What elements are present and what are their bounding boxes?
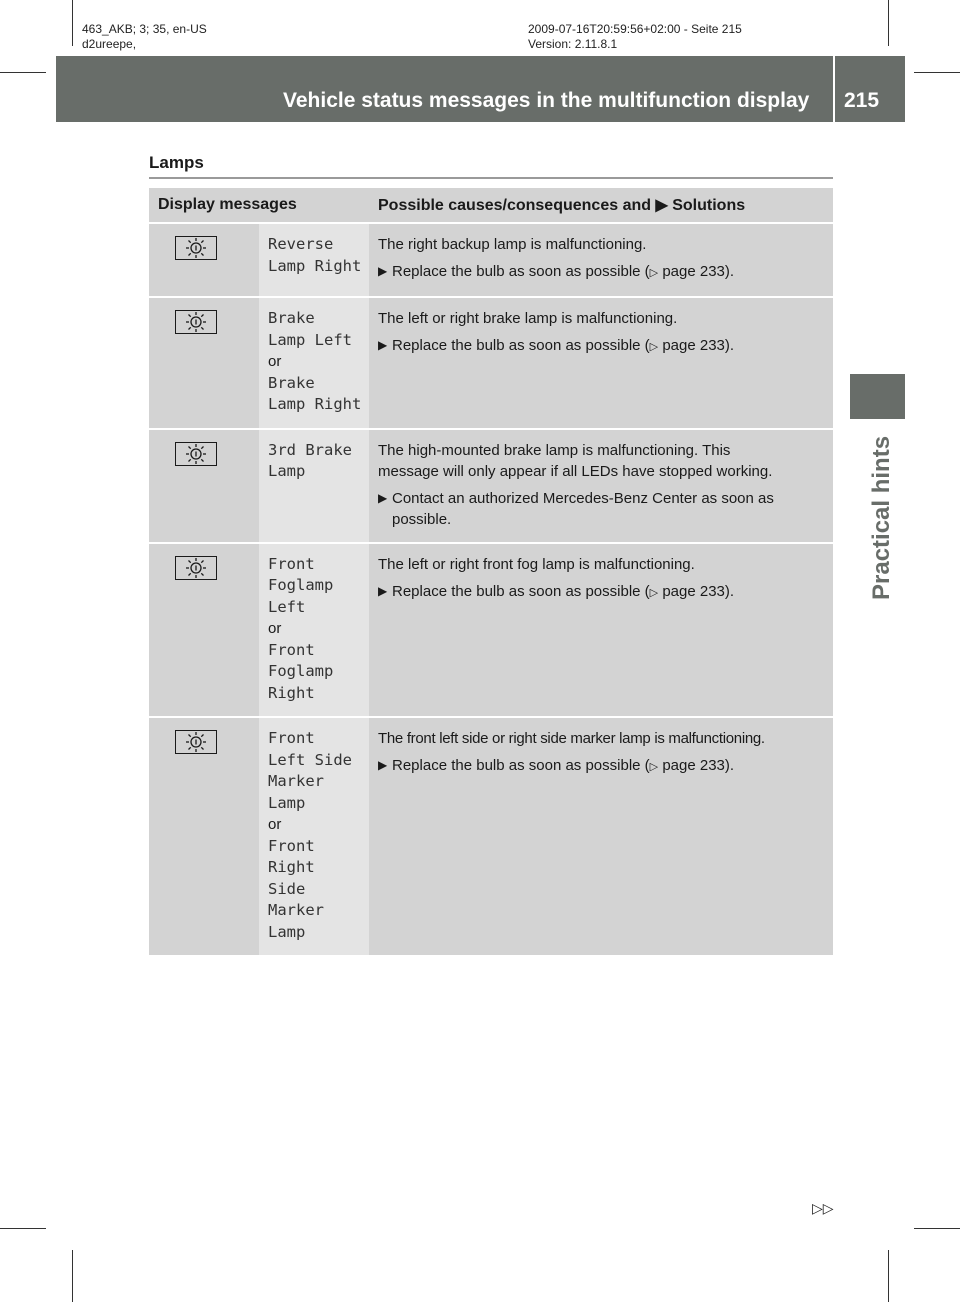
arrow-icon: ▶ [378, 338, 388, 352]
crop-mark [72, 0, 73, 46]
message-line: Lamp [268, 462, 306, 480]
message-line: Reverse [268, 235, 334, 253]
arrow-icon: ▶ [378, 583, 388, 598]
meta-line: 2009-07-16T20:59:56+02:00 - Seite 215 [528, 22, 742, 36]
page-ref-icon: ▷ [649, 761, 659, 773]
message-cell [259, 717, 369, 955]
message-line: Brake [268, 309, 315, 327]
page-ref-icon: ▷ [649, 341, 659, 353]
solution-text: Replace the bulb as soon as possible ( [392, 337, 650, 354]
cause-text: The right backup lamp is malfunctioning. [378, 236, 647, 253]
message-cell [259, 297, 369, 429]
message-line: Side [268, 879, 306, 898]
cause-text: message will only appear if all LEDs have stopped working. [378, 462, 773, 480]
message-cell [259, 429, 369, 543]
meta-line: d2ureepe, [82, 37, 137, 51]
solution-text: Replace the bulb as soon as possible ( [392, 582, 650, 600]
meta-line: Version: 2.11.8.1 [528, 37, 618, 51]
lamp-icon [175, 442, 217, 466]
crop-mark [0, 1228, 46, 1229]
icon-cell [149, 223, 259, 297]
table-row [149, 717, 833, 955]
table-header-row [149, 188, 833, 223]
solution-text: possible. [392, 510, 452, 528]
crop-mark [888, 1250, 889, 1302]
lamp-icon [175, 730, 217, 754]
message-line: Right [268, 858, 315, 876]
solution-cell [369, 223, 833, 297]
message-cell [259, 543, 369, 718]
lamp-icon [175, 556, 217, 580]
side-tab-block [850, 374, 905, 419]
solution-step [378, 261, 829, 284]
header-causes-label: Possible causes/consequences and [378, 197, 652, 214]
messages-table [149, 188, 833, 955]
message-line: Front [268, 640, 315, 659]
page-ref: page 233). [662, 263, 735, 280]
side-tab-label: Practical hints [868, 435, 895, 600]
page-ref-icon: ▷ [649, 586, 659, 599]
arrow-icon: ▶ [378, 490, 388, 505]
solution-cell [369, 297, 833, 429]
arrow-icon: ▶ [378, 264, 388, 278]
section-rule [149, 177, 833, 179]
or-label: or [268, 620, 282, 637]
message-line: Left Side [268, 750, 352, 769]
table-row [149, 297, 833, 429]
crop-mark [72, 1250, 73, 1302]
page-ref: page 233). [662, 757, 735, 774]
cause-text: The left or right front fog lamp is malfunctioning. [378, 555, 695, 573]
lamp-icon [175, 310, 217, 334]
arrow-icon: ▶ [378, 758, 388, 772]
message-line: Left [268, 597, 306, 616]
solution-text: Contact an authorized Mercedes-Benz Center as soon as [392, 489, 774, 507]
solution-step [378, 488, 829, 530]
solution-cell [369, 717, 833, 955]
icon-cell [149, 297, 259, 429]
message-line: Lamp [268, 922, 306, 941]
message-line: Lamp [268, 793, 306, 812]
cause-text: The high-mounted brake lamp is malfunctioning. This [378, 441, 731, 459]
lamp-icon [175, 236, 217, 260]
icon-cell [149, 543, 259, 718]
message-line: Front [268, 554, 315, 573]
message-cell [259, 223, 369, 297]
crop-mark [888, 0, 889, 46]
table-row [149, 429, 833, 543]
page-ref-icon: ▷ [649, 267, 659, 279]
crop-mark [914, 1228, 960, 1229]
solution-text: Replace the bulb as soon as possible ( [392, 263, 650, 280]
solution-cell [369, 543, 833, 718]
or-label: or [268, 353, 282, 370]
solution-cell [369, 429, 833, 543]
page-number: 215 [844, 89, 880, 112]
icon-cell [149, 429, 259, 543]
message-line: Marker [268, 772, 324, 790]
message-line: Front [268, 836, 315, 855]
header-solutions-label: Solutions [672, 197, 746, 214]
print-meta-left [82, 22, 207, 52]
message-line: Front [268, 729, 315, 747]
solution-text: Replace the bulb as soon as possible ( [392, 757, 650, 774]
header-display-messages: Display messages [149, 188, 369, 223]
table-row [149, 223, 833, 297]
solution-step [378, 335, 829, 358]
header-causes [369, 188, 833, 223]
message-line: Foglamp [268, 662, 334, 680]
solution-step [378, 581, 829, 604]
continue-marker: ▷▷ [812, 1200, 834, 1216]
solution-step [378, 755, 829, 778]
message-line: Lamp Left [268, 330, 352, 349]
cause-text: The left or right brake lamp is malfunctioning. [378, 310, 678, 327]
page-title: Vehicle status messages in the multifunction display [283, 89, 810, 112]
crop-mark [914, 72, 960, 73]
header-divider [833, 56, 835, 122]
icon-cell [149, 717, 259, 955]
or-label: or [268, 816, 282, 833]
page-ref: page 233). [662, 337, 735, 354]
arrow-icon: ▶ [655, 197, 668, 214]
message-line: 3rd Brake [268, 440, 352, 459]
message-line: Marker [268, 901, 324, 919]
message-line: Foglamp [268, 576, 334, 594]
message-line: Lamp Right [268, 395, 362, 413]
message-line: Lamp Right [268, 256, 362, 275]
print-meta-right [528, 22, 742, 52]
section-title: Lamps [149, 153, 204, 172]
meta-line: 463_AKB; 3; 35, en-US [82, 22, 207, 36]
table-row [149, 543, 833, 718]
crop-mark [0, 72, 46, 73]
cause-text: The front left side or right side marker lamp is malfunctioning. [378, 730, 765, 747]
message-line: Brake [268, 373, 315, 392]
message-line: Right [268, 683, 315, 702]
page-ref: page 233). [662, 582, 735, 600]
